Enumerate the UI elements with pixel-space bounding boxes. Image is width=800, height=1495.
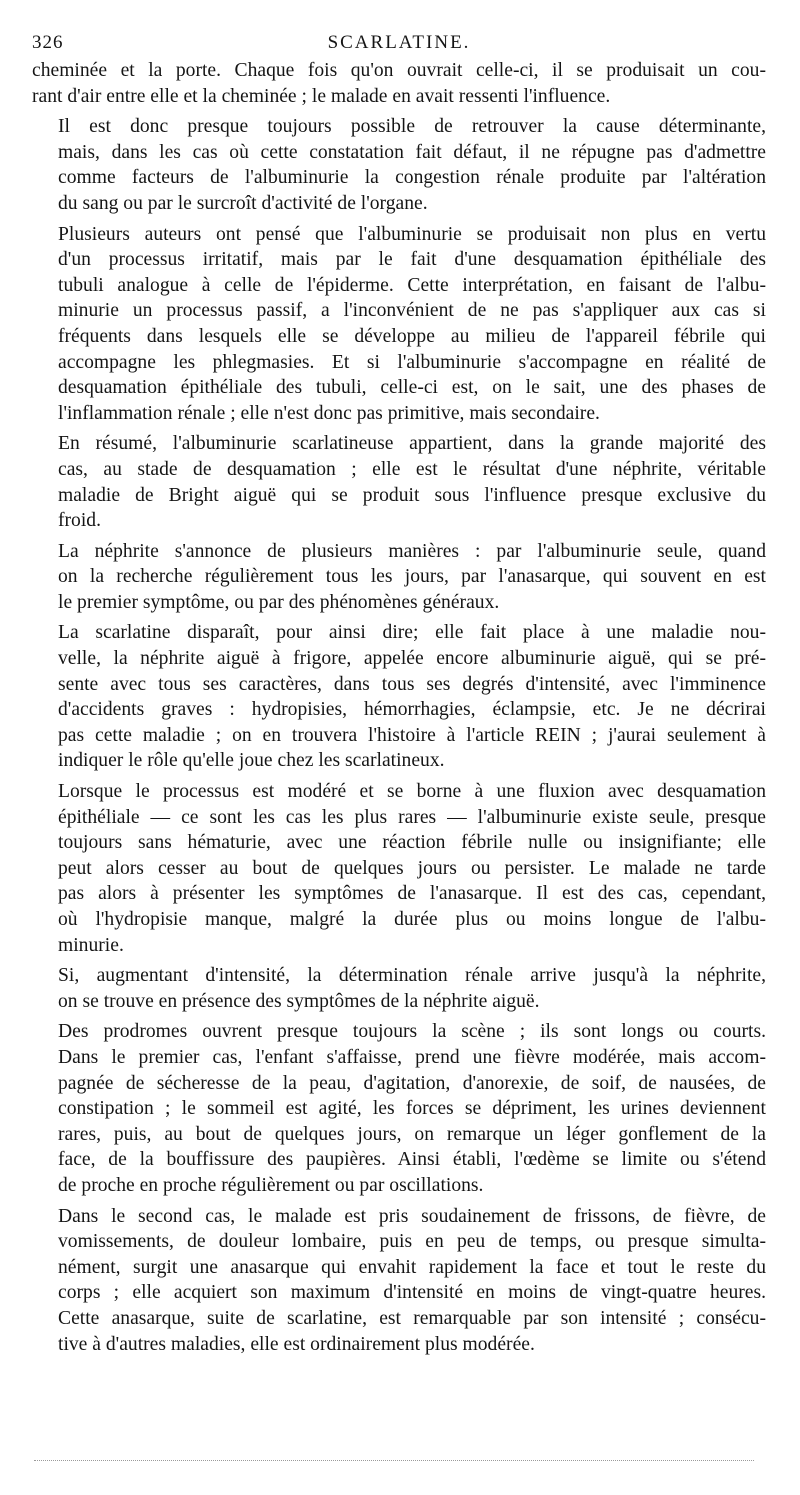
- text-line: tubuli analogue à celle de l'épiderme. Cette interprétation, en faisant de l'albu-: [58, 274, 766, 296]
- text-line: on la recherche régulièrement tous les jours, par l'anasarque, qui souvent en est: [58, 566, 766, 588]
- text-line: Dans le premier cas, l'enfant s'affaisse, prend une fièvre modérée, mais accom-: [58, 1046, 766, 1068]
- running-title: SCARLATINE.: [327, 32, 471, 53]
- text-line: fréquents dans lesquels elle se développe au milieu de l'appareil fébrile qui: [58, 325, 766, 347]
- page-number: 326: [32, 32, 64, 53]
- text-line: velle, la néphrite aiguë à frigore, appelée encore albuminurie aiguë, qui se pré-: [58, 648, 766, 670]
- body-text: [32, 58, 766, 1357]
- text-line: maladie de Bright aiguë qui se produit sous l'influence presque exclusive du: [58, 484, 766, 506]
- text-line: minurie.: [58, 934, 124, 956]
- text-line: toujours sans hématurie, avec une réaction fébrile nulle ou insignifiante; elle: [58, 832, 766, 854]
- text-line: du sang ou par le surcroît d'activité de l'organe.: [58, 192, 428, 214]
- text-line: cas, au stade de desquamation ; elle est le résultat d'une néphrite, véritable: [58, 458, 766, 480]
- text-line: d'un processus irritatif, mais par le fait d'une desquamation épithéliale des: [58, 249, 766, 271]
- text-line: Dans le second cas, le malade est pris soudainement de frissons, de fièvre, de: [58, 1205, 766, 1227]
- text-line: indiquer le rôle qu'elle joue chez les scarlatineux.: [58, 750, 445, 772]
- page-header: [32, 24, 766, 58]
- paragraph: [32, 114, 766, 216]
- text-line: froid.: [58, 510, 101, 532]
- text-line: face, de la bouffissure des paupières. Ainsi établi, l'œdème se limite ou s'étend: [58, 1149, 766, 1171]
- text-line: peut alors cesser au bout de quelques jours ou persister. Le malade ne tarde: [58, 857, 766, 879]
- text-line: nément, surgit une anasarque qui envahit rapidement la face et tout le reste du: [58, 1256, 766, 1278]
- text-line: l'inflammation rénale ; elle n'est donc pas primitive, mais secondaire.: [58, 402, 600, 424]
- text-line: vomissements, de douleur lombaire, puis en peu de temps, ou presque simulta-: [58, 1231, 766, 1253]
- text-line: Si, augmentant d'intensité, la détermination rénale arrive jusqu'à la néphrite,: [58, 965, 766, 987]
- text-line: pas cette maladie ; on en trouvera l'histoire à l'article REIN ; j'aurai seulement à: [58, 724, 766, 746]
- book-page: [32, 24, 766, 1362]
- text-line: on se trouve en présence des symptômes de la néphrite aiguë.: [58, 990, 540, 1012]
- paragraph: [32, 963, 766, 1014]
- text-line: corps ; elle acquiert son maximum d'intensité en moins de vingt-quatre heures.: [58, 1282, 766, 1304]
- text-line: où l'hydropisie manque, malgré la durée plus ou moins longue de l'albu-: [58, 909, 766, 930]
- text-line: de proche en proche régulièrement ou par oscillations.: [58, 1174, 484, 1196]
- footer-rule: [34, 1460, 754, 1461]
- text-line: En résumé, l'albuminurie scarlatineuse appartient, dans la grande majorité des: [58, 433, 766, 455]
- text-line: constipation ; le sommeil est agité, les forces se dépriment, les urines deviennent: [58, 1098, 766, 1120]
- text-line: épithéliale — ce sont les cas les plus rares — l'albuminurie existe seule, presque: [58, 806, 766, 828]
- text-line: Cette anasarque, suite de scarlatine, est remarquable par son intensité ; consécu-: [58, 1307, 766, 1329]
- paragraph: [32, 779, 766, 958]
- paragraph: [32, 58, 766, 109]
- paragraph: [32, 1204, 766, 1358]
- text-line: mais, dans les cas où cette constatation fait défaut, il ne répugne pas d'admettre: [58, 141, 766, 163]
- paragraph: [32, 431, 766, 533]
- paragraph: [32, 539, 766, 616]
- paragraph: [32, 620, 766, 774]
- text-line: d'accidents graves : hydropisies, hémorrhagies, éclampsie, etc. Je ne décrirai: [58, 699, 766, 721]
- text-line: le premier symptôme, ou par des phénomènes généraux.: [58, 591, 500, 613]
- text-line: Des prodromes ouvrent presque toujours la scène ; ils sont longs ou courts.: [58, 1021, 766, 1043]
- paragraph: [32, 1019, 766, 1198]
- text-line: accompagne les phlegmasies. Et si l'albuminurie s'accompagne en réalité de: [58, 351, 766, 373]
- text-line: Il est donc presque toujours possible de retrouver la cause déterminante,: [58, 116, 766, 138]
- text-line: Plusieurs auteurs ont pensé que l'albuminurie se produisait non plus en vertu: [58, 223, 766, 245]
- text-line: desquamation épithéliale des tubuli, celle-ci est, on le sait, une des phases de: [58, 377, 766, 399]
- text-line: sente avec tous ses caractères, dans tous ses degrés d'intensité, avec l'imminence: [58, 673, 766, 695]
- text-line: Lorsque le processus est modéré et se borne à une fluxion avec desquamation: [58, 781, 766, 803]
- text-line: La néphrite s'annonce de plusieurs manières : par l'albuminurie seule, quand: [58, 540, 766, 562]
- text-line: La scarlatine disparaît, pour ainsi dire; elle fait place à une maladie nou-: [58, 622, 766, 644]
- text-line: rares, puis, au bout de quelques jours, on remarque un léger gonflement de la: [58, 1123, 766, 1145]
- text-line: minurie un processus passif, a l'inconvénient de ne pas s'appliquer aux cas si: [58, 300, 766, 322]
- paragraph: [32, 222, 766, 427]
- text-line: cheminée et la porte. Chaque fois qu'on ouvrait celle-ci, il se produisait un cou-: [32, 60, 766, 81]
- text-line: comme facteurs de l'albuminurie la congestion rénale produite par l'altération: [58, 167, 766, 189]
- text-line: pagnée de sécheresse de la peau, d'agitation, d'anorexie, de soif, de nausées, de: [58, 1072, 766, 1094]
- text-line: rant d'air entre elle et la cheminée ; le malade en avait ressenti l'influence.: [32, 85, 611, 107]
- text-line: tive à d'autres maladies, elle est ordinairement plus modérée.: [58, 1333, 535, 1355]
- text-line: pas alors à présenter les symptômes de l'anasarque. Il est des cas, cependant,: [58, 883, 766, 905]
